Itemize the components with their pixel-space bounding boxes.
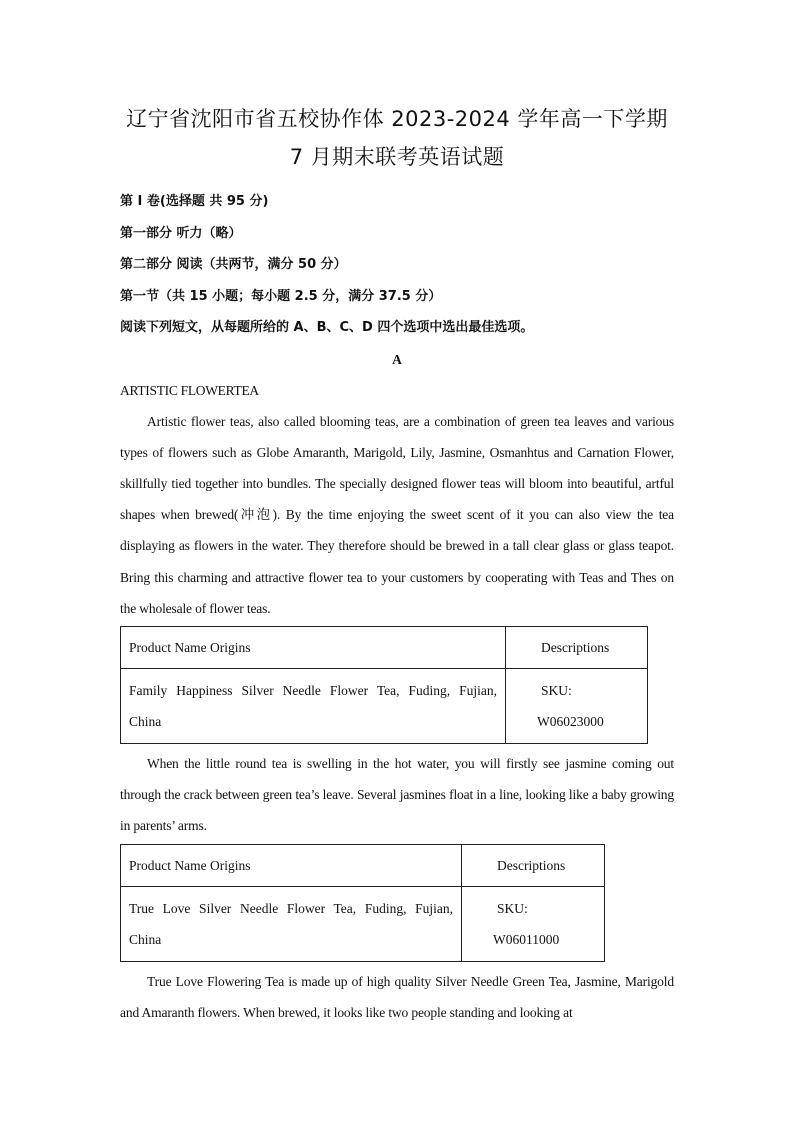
product-table-1 [120,626,648,744]
table-header-row [121,626,648,668]
part2-heading: 第二部分 阅读（共两节，满分 50 分） [120,257,347,272]
product-table-2 [120,844,605,962]
title-line-2: 7 月期末联考英语试题 [289,145,505,169]
product-name-line1: True Love Silver Needle Flower Tea, Fuding, Fujian, [129,900,453,916]
instruction-text: 阅读下列短文，从每题所给的 A、B、C、D 四个选项中选出最佳选项。 [120,320,534,335]
sku-label: SKU: [497,900,528,916]
sku-cell [462,886,605,961]
sku-value: W06023000 [537,713,604,729]
title-line-1: 辽宁省沈阳市省五校协作体 2023-2024 学年高一下学期 [126,107,668,131]
volume-heading: 第 I 卷(选择题 共 95 分) [120,194,269,209]
sku-value: W06011000 [493,931,560,947]
column-header-descriptions: Descriptions [506,626,648,668]
product-name-line2: China [129,931,162,947]
section1-heading: 第一节（共 15 小题；每小题 2.5 分，满分 37.5 分） [120,288,442,304]
passage-label: A [392,351,402,367]
table-row [121,668,648,743]
column-header-name: Product Name Origins [121,626,506,668]
paragraph-2: When the little round tea is swelling in the hot water, you will firstly see jasmine coming out through the crack between green tea’s leave. Several jasmines float in a line, looking like a baby growing in parents’ arms. [120,755,674,834]
column-header-descriptions: Descriptions [462,844,605,886]
column-header-name: Product Name Origins [121,844,462,886]
product-name-cell [121,668,506,743]
sku-label: SKU: [541,682,572,698]
paragraph-1: Artistic flower teas, also called blooming teas, are a combination of green tea leaves and various types of flowers such as Globe Amaranth, Marigold, Lily, Jasmine, Osmanhtus and Carnation Flower, skillfully tied together into bundles. The specially designed flower teas will bloom into beautiful, artful shapes when brewed(冲泡). By the time enjoying the sweet scent of it you can also view the tea displaying as flowers in the water. They therefore should be brewed in a tall clear glass or glass teapot. Bring this charming and attractive flower tea to your customers by cooperating with Teas and Thes on the wholesale of flower teas. [120,413,674,616]
passage-title: ARTISTIC FLOWERTEA [120,382,259,398]
product-name-line2: China [129,713,162,729]
sku-cell [506,668,648,743]
part1-heading: 第一部分 听力（略） [120,225,242,241]
document-title [120,100,674,176]
table-header-row [121,844,605,886]
document-page [120,100,674,1028]
table-row [121,886,605,961]
product-name-cell [121,886,462,961]
paragraph-3: True Love Flowering Tea is made up of high quality Silver Needle Green Tea, Jasmine, Marigold and Amaranth flowers. When brewed, it looks like two people standing and looking at [120,973,674,1020]
product-name-line1: Family Happiness Silver Needle Flower Tea, Fuding, Fujian, [129,682,497,698]
